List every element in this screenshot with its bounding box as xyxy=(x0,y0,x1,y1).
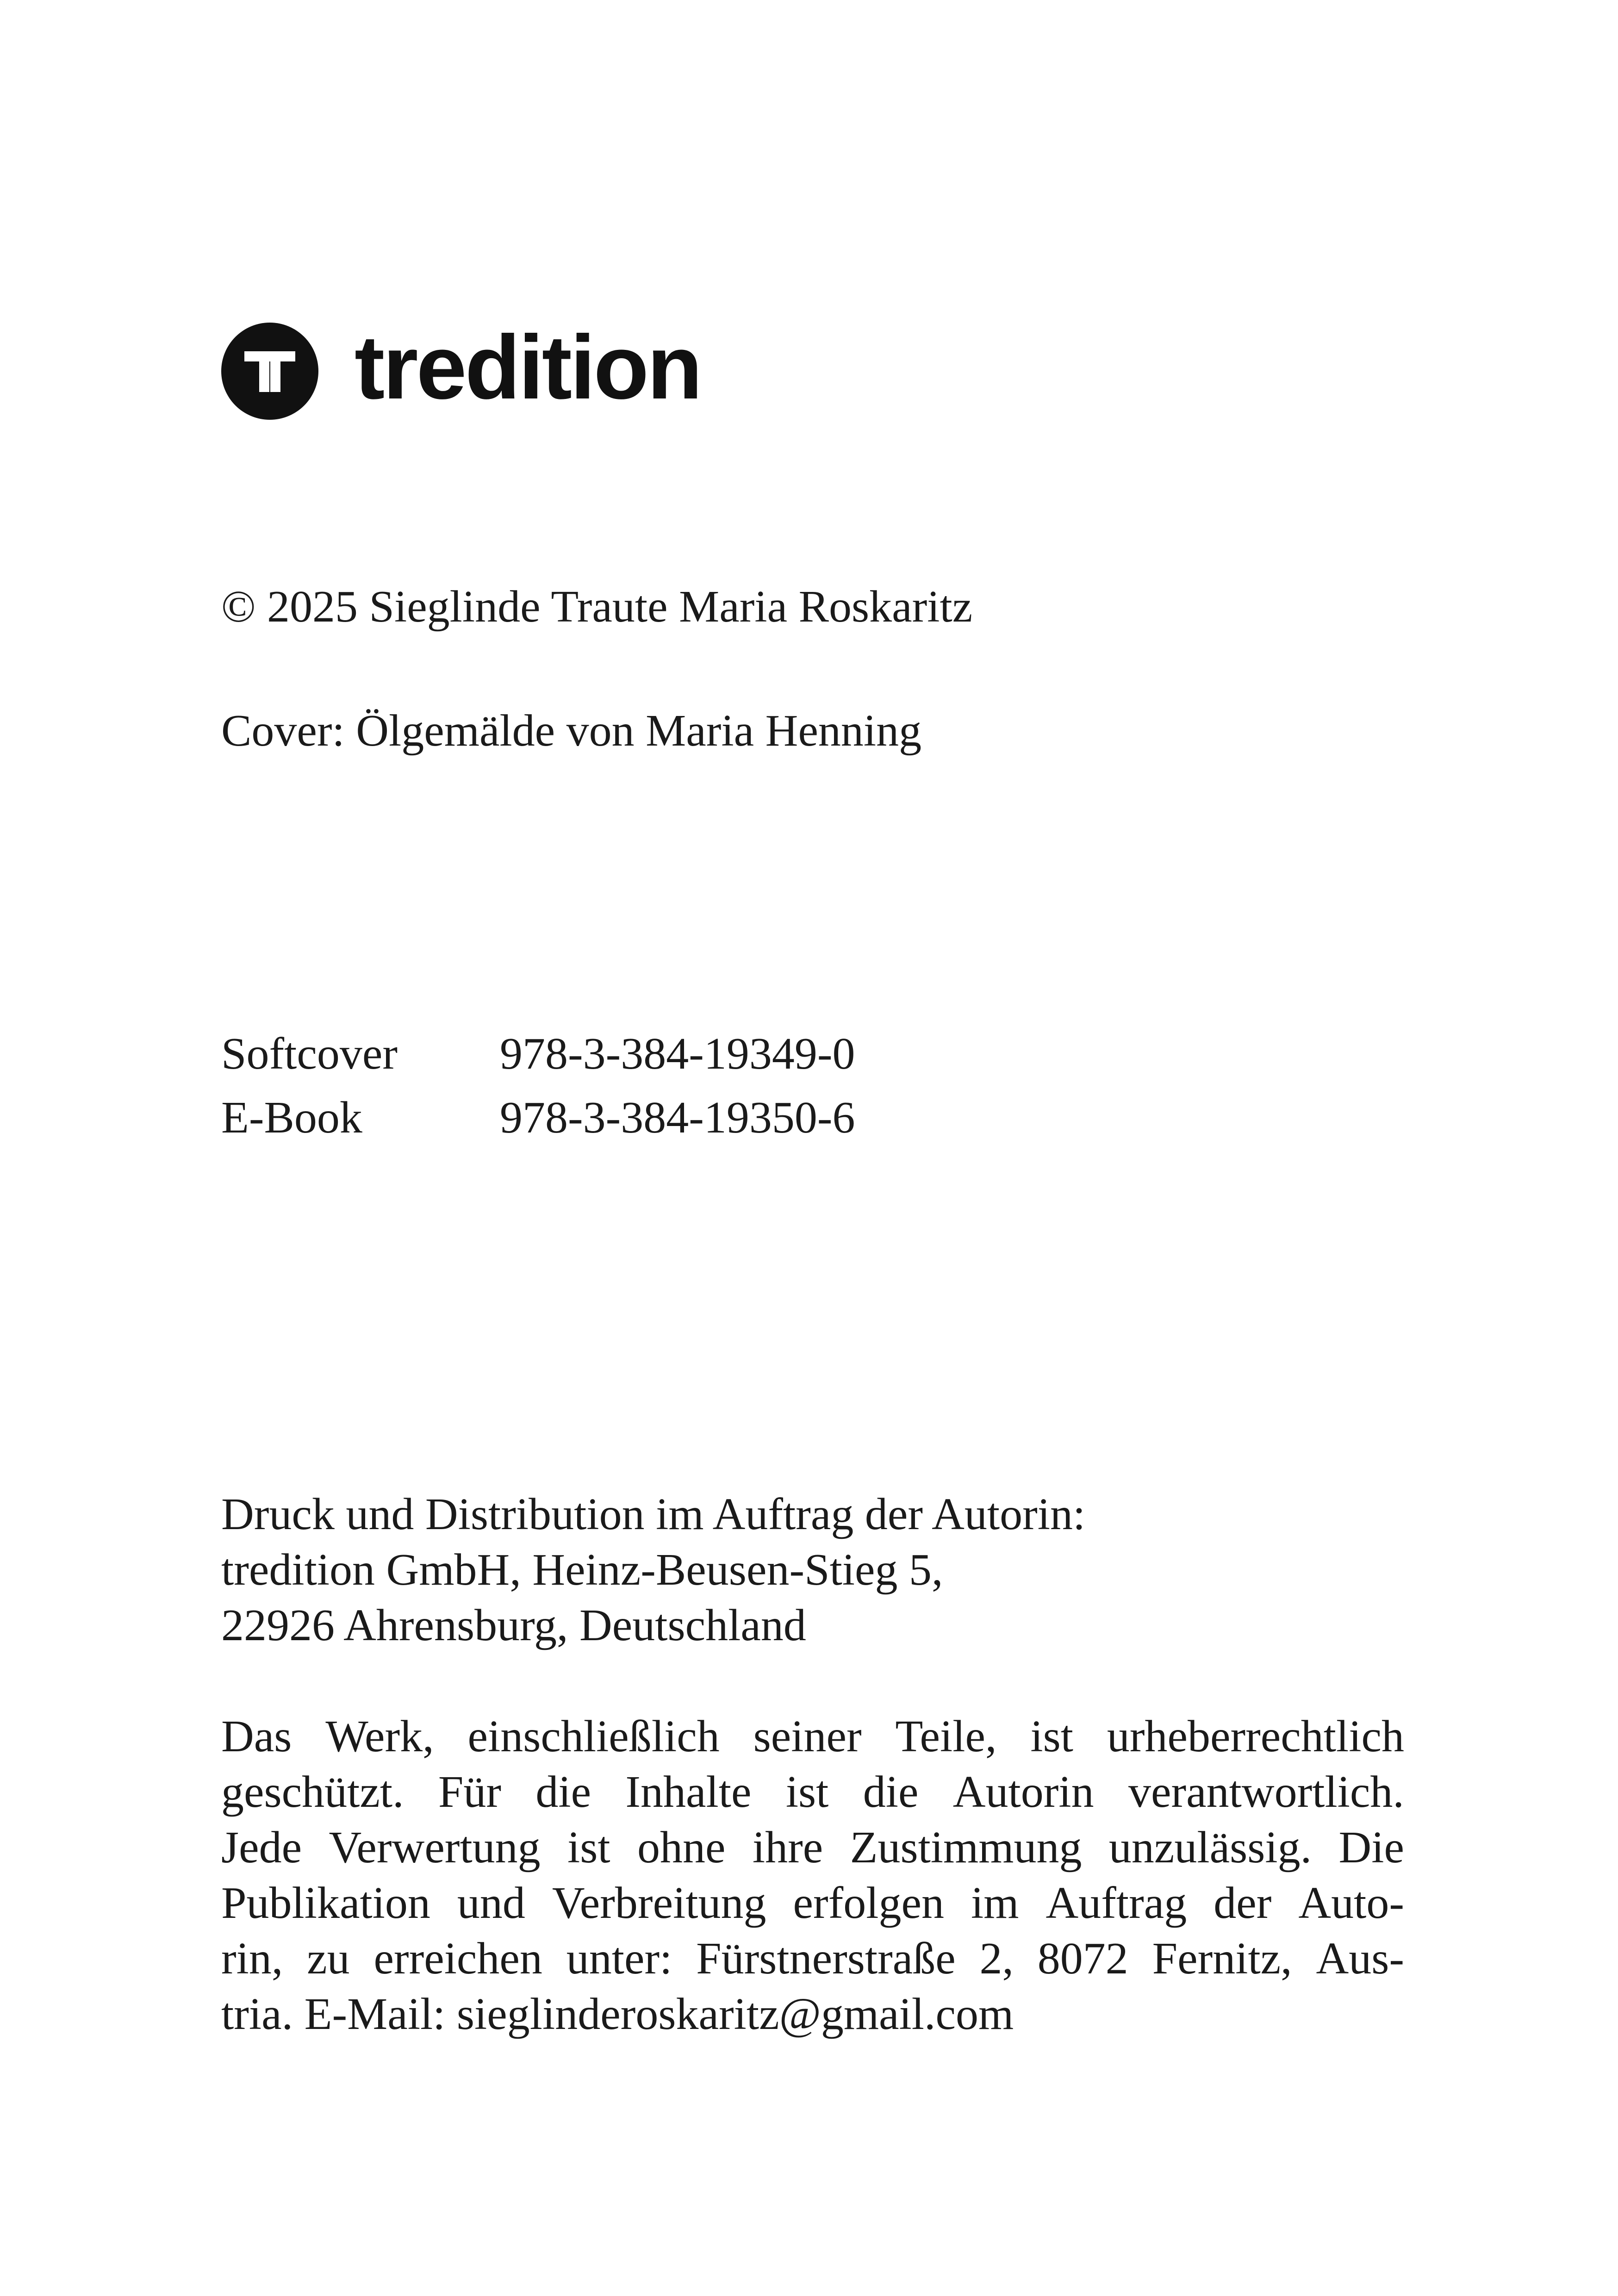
legal-word: Teile, xyxy=(895,1711,997,1761)
legal-word: zu xyxy=(307,1934,350,1984)
legal-word: Autorin xyxy=(952,1767,1094,1817)
address-line: 22926 Ahrensburg, Deutschland xyxy=(221,1600,806,1650)
legal-word: die xyxy=(863,1767,919,1817)
isbn-value: 978-3-384-19349-0 xyxy=(500,1029,855,1079)
legal-line xyxy=(221,1931,1404,1986)
legal-word: Auto- xyxy=(1298,1878,1404,1928)
legal-word: Fürstnerstraße xyxy=(696,1934,956,1984)
legal-line xyxy=(221,1875,1404,1931)
cover-credit: Cover: Ölgemälde von Maria Henning xyxy=(221,706,922,756)
legal-line xyxy=(221,1709,1404,1764)
legal-word: die xyxy=(535,1767,591,1817)
legal-word: ist xyxy=(567,1823,610,1873)
legal-word: Die xyxy=(1338,1823,1404,1873)
legal-word: Fernitz, xyxy=(1152,1934,1292,1984)
legal-word: urheberrechtlich xyxy=(1107,1711,1404,1761)
isbn-value: 978-3-384-19350-6 xyxy=(500,1093,855,1143)
legal-word: rin, xyxy=(221,1934,283,1984)
legal-line xyxy=(221,1820,1404,1875)
legal-word: erfolgen xyxy=(793,1878,945,1928)
legal-word: 8072 xyxy=(1037,1934,1128,1984)
legal-word: ist xyxy=(785,1767,829,1817)
legal-word: Publikation xyxy=(221,1878,430,1928)
legal-line: tria. E-Mail: sieglinderoskaritz@gmail.com xyxy=(221,1989,1014,2039)
legal-word: ist xyxy=(1030,1711,1073,1761)
legal-word: Zustimmung xyxy=(850,1823,1082,1873)
legal-word: erreichen xyxy=(373,1934,542,1984)
address-line: tredition GmbH, Heinz-Beusen-Stieg 5, xyxy=(221,1545,943,1595)
legal-line xyxy=(221,1764,1404,1820)
legal-word: Jede xyxy=(221,1823,302,1873)
legal-word: der xyxy=(1214,1878,1272,1928)
legal-word: unter: xyxy=(566,1934,672,1984)
legal-word: 2, xyxy=(979,1934,1014,1984)
legal-word: und xyxy=(457,1878,525,1928)
legal-word: Verwertung xyxy=(329,1823,541,1873)
isbn-label: Softcover xyxy=(221,1029,398,1079)
brand-name: tredition xyxy=(355,317,701,418)
publisher-address xyxy=(221,1487,1085,1653)
legal-word: ohne xyxy=(637,1823,726,1873)
tredition-logo-mark-icon xyxy=(221,323,318,420)
legal-word: verantwortlich. xyxy=(1128,1767,1404,1817)
legal-word: Verbreitung xyxy=(552,1878,766,1928)
legal-word: Aus- xyxy=(1316,1934,1404,1984)
address-line: Druck und Distribution im Auftrag der Autorin: xyxy=(221,1489,1086,1539)
legal-word: Das xyxy=(221,1711,292,1761)
legal-word: seiner xyxy=(753,1711,862,1761)
copyright-notice: © 2025 Sieglinde Traute Maria Roskaritz xyxy=(221,582,973,632)
legal-word: unzulässig. xyxy=(1108,1823,1312,1873)
publisher-logo xyxy=(221,317,701,420)
legal-word: Werk, xyxy=(325,1711,434,1761)
isbn-label: E-Book xyxy=(221,1093,362,1143)
legal-word: ihre xyxy=(752,1823,823,1873)
legal-word: im xyxy=(971,1878,1019,1928)
legal-word: Inhalte xyxy=(625,1767,752,1817)
legal-word: geschützt. xyxy=(221,1767,404,1817)
legal-word: einschließlich xyxy=(467,1711,720,1761)
legal-word: Für xyxy=(438,1767,502,1817)
legal-word: Auftrag xyxy=(1045,1878,1187,1928)
legal-notice xyxy=(221,1709,1404,2042)
